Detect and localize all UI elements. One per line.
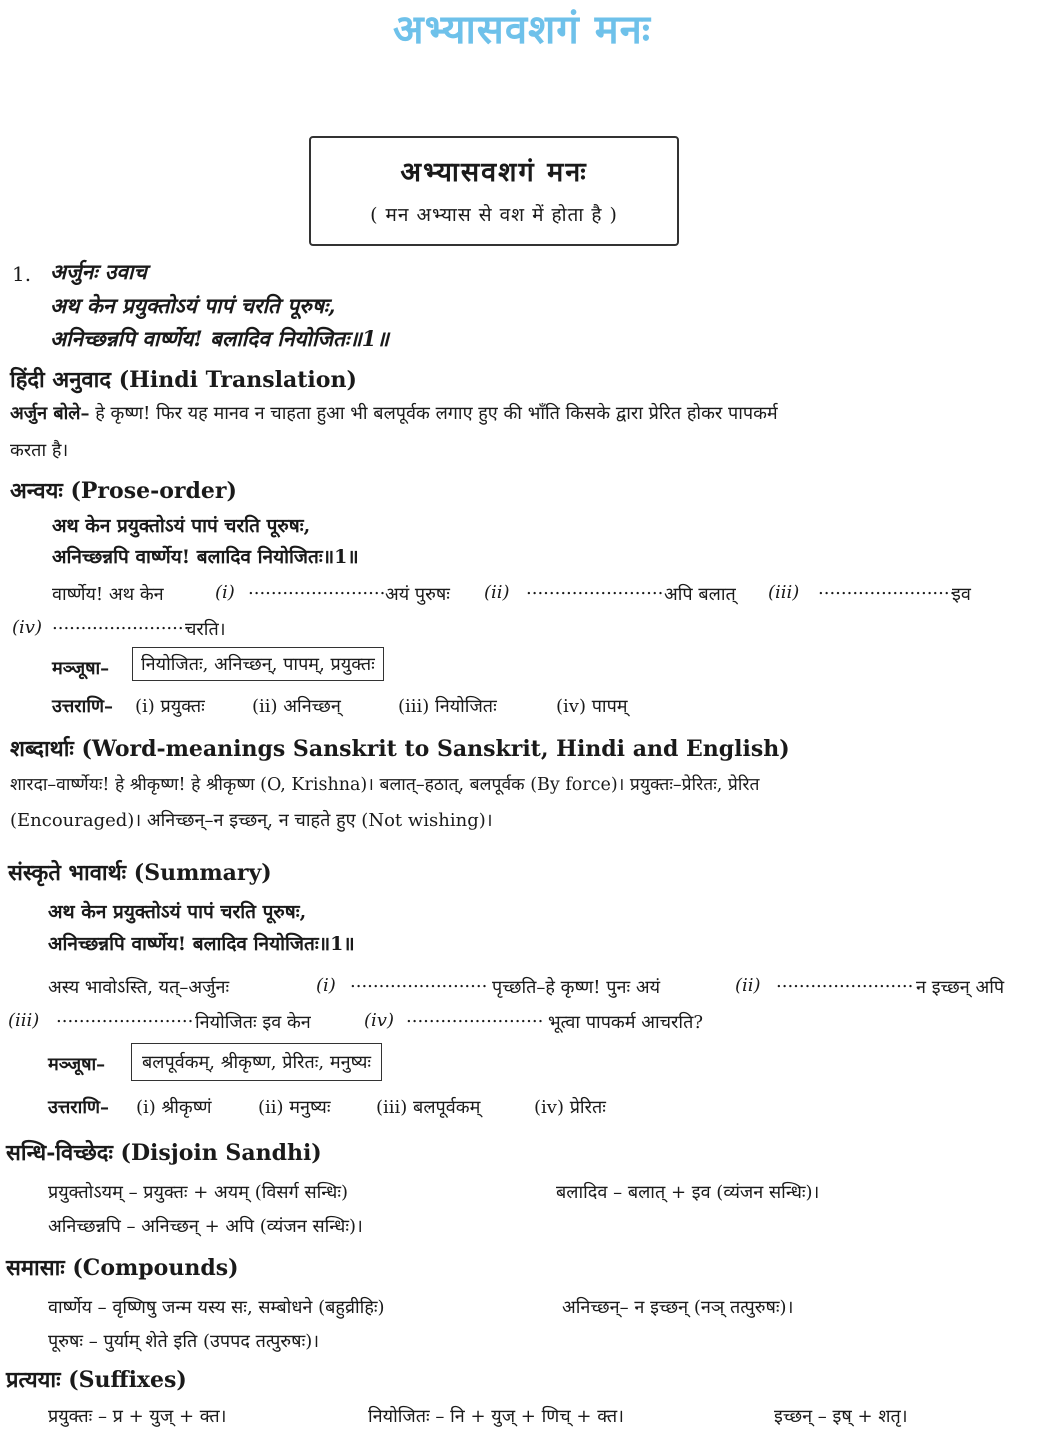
anvaya-heading: अन्वयः (Prose-order) (10, 478, 237, 504)
shabdarth-line-1: शारदा–वार्ष्णेयः! हे श्रीकृष्ण! हे श्रीकृष्ण (O, Krishna)। बलात्–हठात्, बलपूर्वक (By force)। प्रयुक्तः–प्रेरितः, प्रेरित (10, 775, 760, 795)
anvaya-blank-2: ........................ (526, 578, 664, 599)
anvaya-answer-2: (ii) अनिच्छन् (252, 696, 341, 717)
anvaya-p1: वार्ष्णेय! अथ केन (52, 584, 164, 605)
anvaya-blank-1: ........................ (248, 578, 386, 599)
pratyaya-a: प्रयुक्तः – प्र + युज् + क्त। (48, 1406, 227, 1427)
summary-blank-1: ........................ (350, 971, 488, 992)
verse-line-1: अथ केन प्रयुक्तोऽयं पापं चरति पूरुषः, (50, 293, 336, 318)
samasa-row-1a: वार्ष्णेय – वृष्णिषु जन्म यस्य सः, सम्बोधने (बहुव्रीहिः) (48, 1297, 385, 1318)
anvaya-manjusha: नियोजितः, अनिच्छन्, पापम्, प्रयुक्तः (132, 647, 384, 681)
pratyaya-c: इच्छन् – इष् + शतृ। (774, 1406, 908, 1427)
summary-blank-3-label: (iii) (8, 1010, 40, 1031)
shabdarth-line-2: (Encouraged)। अनिच्छन्–न इच्छन्, न चाहते हुए (Not wishing)। (10, 810, 493, 831)
anvaya-blank-4-label: (iv) (12, 617, 42, 638)
verse-number: 1. (12, 262, 32, 286)
summary-verse-1: अथ केन प्रयुक्तोऽयं पापं चरति पूरुषः, (48, 901, 307, 923)
summary-verse-2: अनिच्छन्नपि वार्ष्णेय! बलादिव नियोजितः॥1॥ (48, 933, 355, 955)
summary-blank-4: ........................ (406, 1006, 544, 1027)
summary-answers-label: उत्तराणि– (48, 1097, 110, 1118)
page-title: अभ्यासवशगं मनः (393, 7, 651, 53)
sandhi-row-1a: प्रयुक्तोऽयम् – प्रयुक्तः + अयम् (विसर्ग सन्धिः) (48, 1182, 348, 1203)
summary-p1: अस्य भावोऽस्ति, यत्–अर्जुनः (48, 977, 230, 998)
anvaya-verse-1: अथ केन प्रयुक्तोऽयं पापं चरति पूरुषः, (52, 515, 311, 537)
anvaya-answer-4: (iv) पापम् (556, 696, 628, 717)
sandhi-heading: सन्धि-विच्छेदः (Disjoin Sandhi) (6, 1140, 322, 1166)
summary-p2: पृच्छति–हे कृष्ण! पुनः अयं (492, 977, 661, 998)
anvaya-manjusha-label: मञ्जूषा– (52, 658, 110, 679)
summary-blank-4-label: (iv) (364, 1010, 394, 1031)
samasa-row-1b: अनिच्छन्– न इच्छन् (नञ् तत्पुरुषः)। (562, 1297, 794, 1318)
chapter-subtitle: ( मन अभ्यास से वश में होता है ) (370, 204, 618, 226)
summary-manjusha-box (131, 1043, 382, 1081)
summary-blank-3: ........................ (56, 1006, 194, 1027)
summary-manjusha: बलपूर्वकम्, श्रीकृष्ण, प्रेरितः, मनुष्यः (131, 1043, 382, 1081)
summary-answer-1: (i) श्रीकृष्णं (136, 1097, 212, 1118)
anvaya-blank-2-label: (ii) (484, 582, 510, 603)
hindi-heading: हिंदी अनुवाद (Hindi Translation) (10, 367, 357, 393)
hindi-lead: अर्जुन बोले– (10, 403, 90, 424)
anvaya-p4: इव (952, 584, 971, 605)
verse-speaker: अर्जुनः उवाच (50, 259, 147, 284)
samasa-row-2: पूरुषः – पुर्याम् शेते इति (उपपद तत्पुरुषः)। (48, 1331, 320, 1352)
samasa-heading: समासाः (Compounds) (6, 1255, 239, 1281)
hindi-line-1 (10, 401, 778, 425)
anvaya-verse-2: अनिच्छन्नपि वार्ष्णेय! बलादिव नियोजितः॥1॥ (52, 546, 359, 568)
chapter-title: अभ्यासवशगं मनः (400, 157, 588, 188)
summary-answer-4: (iv) प्रेरितः (534, 1097, 606, 1118)
summary-heading: संस्कृते भावार्थः (Summary) (8, 860, 272, 886)
summary-answer-2: (ii) मनुष्यः (258, 1097, 331, 1118)
verse-line-2: अनिच्छन्नपि वार्ष्णेय! बलादिव नियोजितः॥1॥ (50, 326, 389, 351)
anvaya-answers-label: उत्तराणि– (52, 696, 114, 717)
summary-blank-2: ........................ (776, 971, 914, 992)
summary-answer-3: (iii) बलपूर्वकम् (376, 1097, 481, 1118)
anvaya-manjusha-box (132, 647, 384, 681)
summary-blank-2-label: (ii) (735, 975, 761, 996)
anvaya-answer-1: (i) प्रयुक्तः (135, 696, 205, 717)
summary-p4: नियोजितः इव केन (195, 1012, 311, 1033)
chapter-title-box (309, 136, 679, 246)
summary-manjusha-label: मञ्जूषा– (48, 1054, 106, 1075)
anvaya-answer-3: (iii) नियोजितः (398, 696, 497, 717)
hindi-text: हे कृष्ण! फिर यह मानव न चाहता हुआ भी बलपूर्वक लगाए हुए की भाँति किसके द्वारा प्रेरित होकर पापकर्म (89, 403, 778, 424)
anvaya-p2: अयं पुरुषः (385, 584, 450, 605)
anvaya-blank-1-label: (i) (215, 582, 235, 603)
pratyaya-b: नियोजितः – नि + युज् + णिच् + क्त। (368, 1406, 624, 1427)
anvaya-blank-3-label: (iii) (768, 582, 800, 603)
anvaya-p3: अपि बलात् (664, 584, 736, 605)
summary-p5: भूत्वा पापकर्म आचरति? (548, 1012, 703, 1033)
hindi-line-2: करता है। (10, 440, 69, 461)
anvaya-p5: चरति। (185, 619, 226, 640)
shabdarth-heading: शब्दार्थाः (Word-meanings Sanskrit to Sanskrit, Hindi and English) (10, 736, 790, 762)
summary-p3: न इच्छन् अपि (916, 977, 1005, 998)
anvaya-blank-4: ........................ (52, 613, 190, 634)
pratyaya-heading: प्रत्ययाः (Suffixes) (6, 1367, 187, 1393)
summary-blank-1-label: (i) (316, 975, 336, 996)
sandhi-row-2: अनिच्छन्नपि – अनिच्छन् + अपि (व्यंजन सन्धिः)। (48, 1216, 363, 1237)
anvaya-blank-3: ........................ (818, 578, 956, 599)
sandhi-row-1b: बलादिव – बलात् + इव (व्यंजन सन्धिः)। (556, 1182, 820, 1203)
